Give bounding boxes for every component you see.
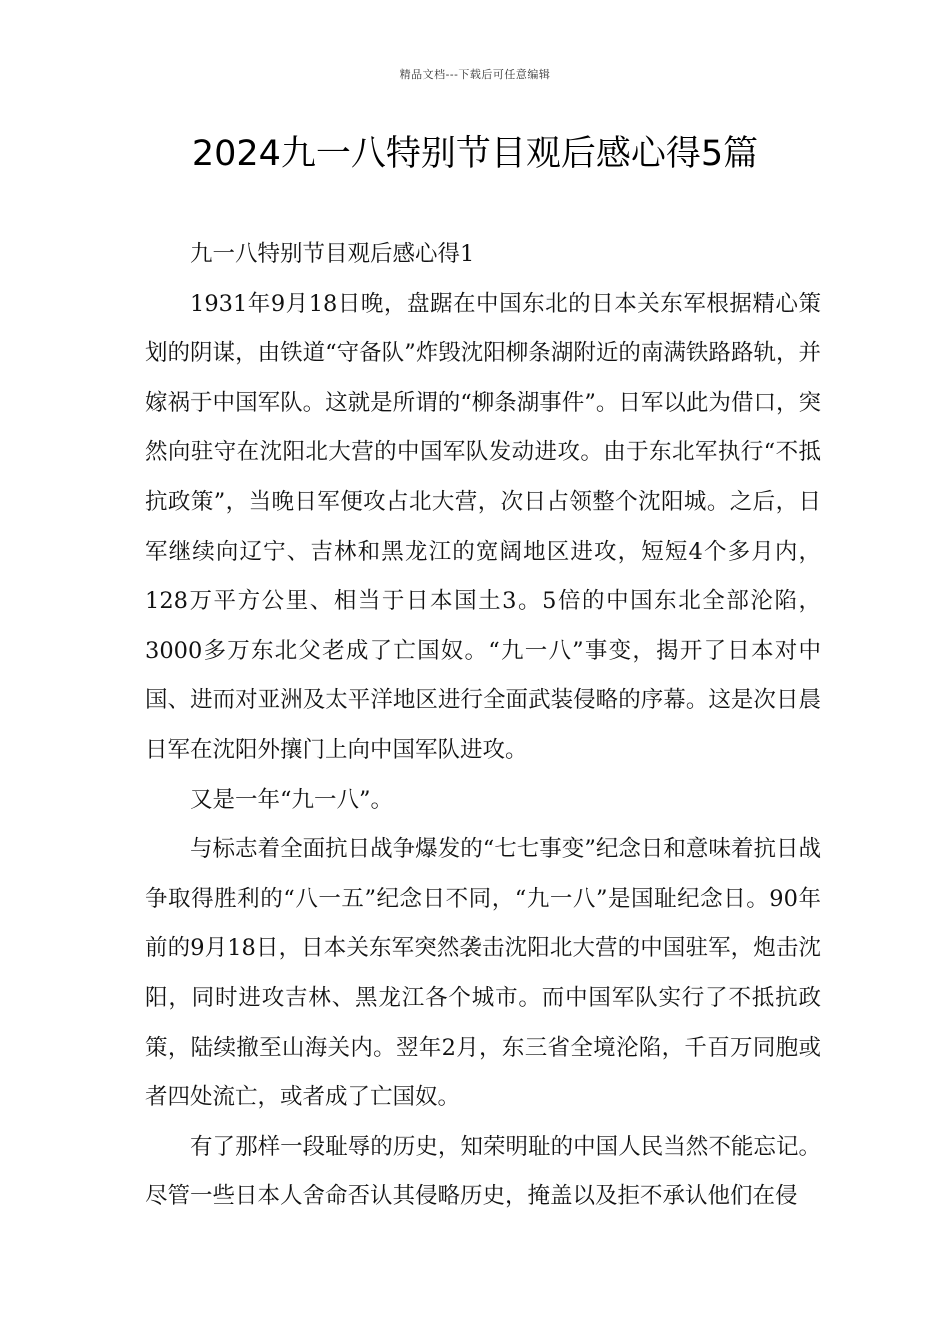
body-paragraph: 与标志着全面抗日战争爆发的“七七事变”纪念日和意味着抗日战争取得胜利的“八一五”纪念日不同，“九一八”是国耻纪念日。90年前的9月18日，日本关东军突然袭击沈阳北大营的中国驻军，炮击沈阳，同时进攻吉林、黑龙江各个城市。而中国军队实行了不抵抗政策，陆续撤至山海关内。翌年2月，东三省全境沦陷，千百万同胞或者四处流亡，或者成了亡国奴。 <box>145 836 821 1111</box>
document-body <box>145 230 821 1222</box>
header-note: 精品文档---下载后可任意编辑 <box>399 68 551 81</box>
document-title: 2024九一八特别节目观后感心得5篇 <box>191 134 759 174</box>
body-paragraph: 1931年9月18日晚，盘踞在中国东北的日本关东军根据精心策划的阴谋，由铁道“守备队”炸毁沈阳柳条湖附近的南满铁路路轨，并嫁祸于中国军队。这就是所谓的“柳条湖事件”。日军以此为借口，突然向驻守在沈阳北大营的中国军队发动进攻。由于东北军执行“不抵抗政策”，当晚日军便攻占北大营，次日占领整个沈阳城。之后，日军继续向辽宁、吉林和黑龙江的宽阔地区进攻，短短4个多月内，128万平方公里、相当于日本国土3。5倍的中国东北全部沦陷，3000多万东北父老成了亡国奴。“九一八”事变，揭开了日本对中国、进而对亚洲及太平洋地区进行全面武装侵略的序幕。这是次日晨日军在沈阳外攘门上向中国军队进攻。 <box>145 290 821 763</box>
body-paragraph: 又是一年“九一八”。 <box>190 786 394 813</box>
body-paragraph: 有了那样一段耻辱的历史，知荣明耻的中国人民当然不能忘记。尽管一些日本人舍命否认其侵略历史，掩盖以及拒不承认他们在侵 <box>145 1133 821 1210</box>
section-heading: 九一八特别节目观后感心得1 <box>190 241 475 267</box>
